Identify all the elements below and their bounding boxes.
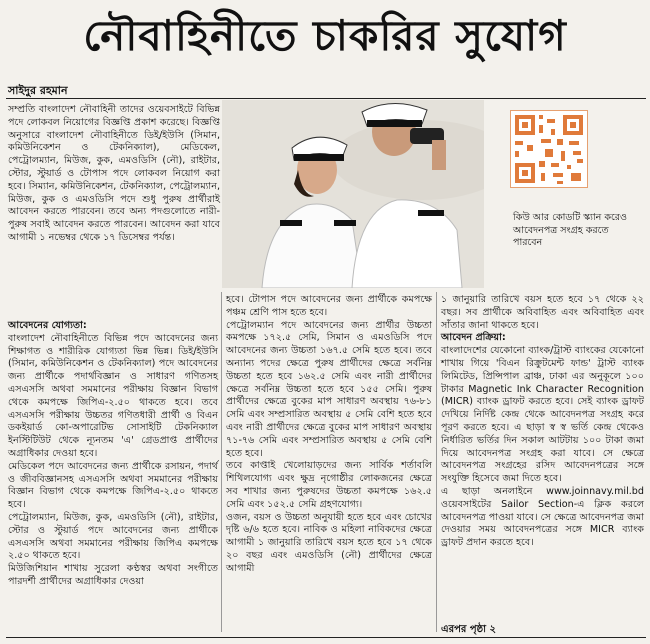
col3-top-paragraph: ১ জানুয়ারি তারিখে বয়স হতে হবে ১৭ থেকে ২২ বছর। সব প্রার্থীকে অবিবাহিত এবং অবিবাহিত এবং সাঁতার জানা থাকতে হবে। [441, 294, 644, 331]
qr-code[interactable] [510, 110, 588, 188]
continued-label: এরপর পৃষ্ঠা ২ [441, 624, 497, 635]
eligibility-heading: আবেদনের যোগ্যতা: [8, 320, 87, 331]
col1-paragraph: বাংলাদেশ নৌবাহিনীতে বিভিন্ন পদে আবেদনের জন্য শিক্ষাগত ও শারীরিক যোগ্যতা ভিন্ন ভিন্ন। ডিই/ইউসি (সিমান, কমিউনিকেশন ও টেকনিক্যাল) পদে আবেদনের জন্য প্রার্থীকে পদার্থবিজ্ঞান ও সাধারণ গণিতসহ এসএসসি অথবা সমমানের পরীক্ষায় বিজ্ঞান বিভাগ থেকে কমপক্ষে জিপিএ-২.৫০ থাকতে হবে। তবে এসএসসি পরীক্ষায় উচ্চতর গণিতধারী প্রার্থী ও বিএন ডকইয়ার্ড কো-অপারেটিভ সোসাইটি টেকনিক্যাল ইনস্টিটিউট থেকে ন্যূনতম 'এ' গ্রেডপ্রাপ্ত প্রার্থীদের অগ্রাধিকার দেওয়া হবে। [8, 332, 218, 459]
process-heading: আবেদন প্রক্রিয়া: [441, 332, 506, 344]
qr-caption: কিউ আর কোডটি স্ক্যান করেও আবেদনপত্র সংগ্রহ করতে পারবেন [513, 212, 627, 248]
headline: নৌবাহিনীতে চাকরির সুযোগ [83, 11, 567, 60]
col1-paragraph: মিউজিশিয়ান শাখায় সুরেলা কণ্ঠস্বর অথবা সংগীতে পারদর্শী প্রার্থীদের অগ্রাধিকার দেওয়া [8, 563, 218, 587]
col1-paragraph: মেডিকেল পদে আবেদনের জন্য প্রার্থীকে রসায়ন, পদার্থ ও জীববিজ্ঞানসহ এসএসসি অথবা সমমানের পরীক্ষায় বিজ্ঞান বিভাগ থেকে কমপক্ষে জিপিএ-২.৫০ থাকতে হবে। [8, 460, 218, 511]
col2-paragraph: পেট্রোলম্যান পদে আবেদনের জন্য প্রার্থীর উচ্চতা কমপক্ষে ১৭২.৫ সেমি, সিমান ও এমওডিসি পদে আবেদনের জন্য উচ্চতা ১৬৭.৫ সেমি হতে হবে। তবে অন্যান্য পদের ক্ষেত্রে পুরুষ প্রার্থীদের ক্ষেত্রে সর্বনিম্ন উচ্চতা হতে হবে ১৬২.৫ সেমি এবং নারী প্রার্থীদের ক্ষেত্রে সর্বনিম্ন উচ্চতা হতে হবে ১৫৫ সেমি। পুরুষ প্রার্থীদের ক্ষেত্রে বুকের মাপ সাধারণ অবস্থায় ৭৬-৮১ সেমি এবং সম্প্রসারিত অবস্থায় ৫ সেমি বেশি হতে হবে এবং নারী প্রার্থীদের ক্ষেত্রে বুকের মাপ সাধারণ অবস্থায় ৭১-৭৬ সেমি এবং সম্প্রসারিত অবস্থায় ৫ সেমি বেশি হতে হবে। [226, 319, 432, 459]
col3-paragraph: বাংলাদেশের যেকোনো ব্যাংক/ট্রাস্ট ব্যাংকের যেকোনো শাখায় গিয়ে 'বিএন রিক্রুটমেন্ট ফান্ড' ট্রাস্ট ব্যাংক লিমিটেড, প্রিন্সিপাল ব্রাঞ্চ, ঢাকা এর অনুকূলে ১০০ টাকার Magnetic Ink Character Recognition (MICR) ব্যাংক ড্রাফট করতে হবে। সেই ব্যাংক ড্রাফট দেখিয়ে নির্দিষ্ট কেন্দ্র থেকে আবেদনপত্র সংগ্রহ করে পূরণ করতে হবে। এ ছাড়া স্ব স্ব ভর্তি কেন্দ্র থেকেও নির্ধারিত ভর্তির দিন সকাল আটটায় ১০০ টাকা জমা দিয়ে আবেদনপত্র সংগ্রহ করা যাবে। সে ক্ষেত্রে আবেদনপত্র সংগ্রহের রসিদ আবেদনপত্রের সঙ্গে সংযুক্তি হিসেবে জমা দিতে হবে। [441, 345, 644, 485]
column-divider [221, 292, 222, 632]
col2-paragraph: ওজন, বয়স ও উচ্চতা অনুযায়ী হতে হবে এবং চোখের দৃষ্টি ৬/৬ হতে হবে। নাবিক ও মহিলা নাবিকদের ক্ষেত্রে আগামী ১ জানুয়ারি তারিখে বয়স হতে হবে ১৭ থেকে ২০ বছর এবং এমওডিসি (নৌ) প্রার্থীদের ক্ষেত্রে আগামী [226, 511, 432, 574]
column-1 [8, 320, 218, 589]
intro-paragraph: সম্প্রতি বাংলাদেশ নৌবাহিনী তাদের ওয়েবসাইটে বিভিন্ন পদে লোকবল নিয়োগের বিজ্ঞপ্তি প্রকাশ করেছে। বিজ্ঞপ্তি অনুসারে বাংলাদেশ নৌবাহিনীতে ডিই/ইউসি (সিমান, কমিউনিকেশন ও টেকনিক্যাল), মেডিকেল, পেট্রোলম্যান, মিউজ, কুক, এমওডিসি (নৌ), রাইটার, স্টোর, স্টুয়ার্ড ও টোপাস পদে লোকবল নিয়োগ করা হবে। সিম্যান, কমিউনিকেশন, টেকনিক্যাল, পেট্রোলম্যান, মিউজ, কুক ও এমওডিসি পদে শুধু পুরুষ প্রার্থীরাই আবেদন করতে পারবেন। তবে অন্য পদগুলোতে নারী-পুরুষ সবাই আবেদন করতে পারবেন। আবেদন করা যাবে আগামী ১ নভেম্বর থেকে ১৭ ডিসেম্বর পর্যন্ত। [8, 104, 220, 243]
column-2 [226, 294, 432, 576]
col2-paragraph: তবে কাপ্তাই খেলোয়াড়দের জন্য সার্বিক শর্তাবলি শিথিলযোগ্য এবং ক্ষুদ্র নৃগোষ্ঠীর লোকজনের ক্ষেত্রে সব শাখার জন্য পুরুষদের উচ্চতা কমপক্ষে ১৬২.৫ সেমি এবং ১৫২.৫ সেমি গ্রহণযোগ্য। [226, 460, 432, 510]
navy-officers-photo [222, 100, 484, 288]
qr-code-graphic [511, 111, 587, 187]
column-3 [441, 294, 644, 550]
col1-paragraph: পেট্রোলম্যান, মিউজ, কুক, এমওডিসি (নৌ), রাইটার, স্টোর ও স্টুয়ার্ড পদে আবেদনের জন্য প্রার্থীকে এসএসসি অথবা সমমানের পরীক্ষায় জিপিএ কমপক্ষে ২.৫০ থাকতে হবে। [8, 511, 218, 562]
bottom-rule [6, 637, 646, 638]
col2-paragraph: হবে। টোপাস পদে আবেদনের জন্য প্রার্থীকে কমপক্ষে পঞ্চম শ্রেণি পাস হতে হবে। [226, 294, 432, 318]
byline: সাইদুর রহমান [8, 84, 68, 97]
navy-officers-illustration [222, 100, 484, 288]
column-divider [436, 292, 437, 632]
col3-paragraph: এ ছাড়া অনলাইনে www.joinnavy.mil.bd ওয়েবসাইটের Sailor Section-এ ক্লিক করলে আবেদনপত্র পাওয়া যাবে। সে ক্ষেত্রে আবেদনপত্র জমা দেওয়ার সময় আবেদনপত্রের সঙ্গে MICR ব্যাংক ড্রাফট প্রদান করতে হবে। [441, 485, 644, 549]
top-rule [6, 98, 646, 99]
